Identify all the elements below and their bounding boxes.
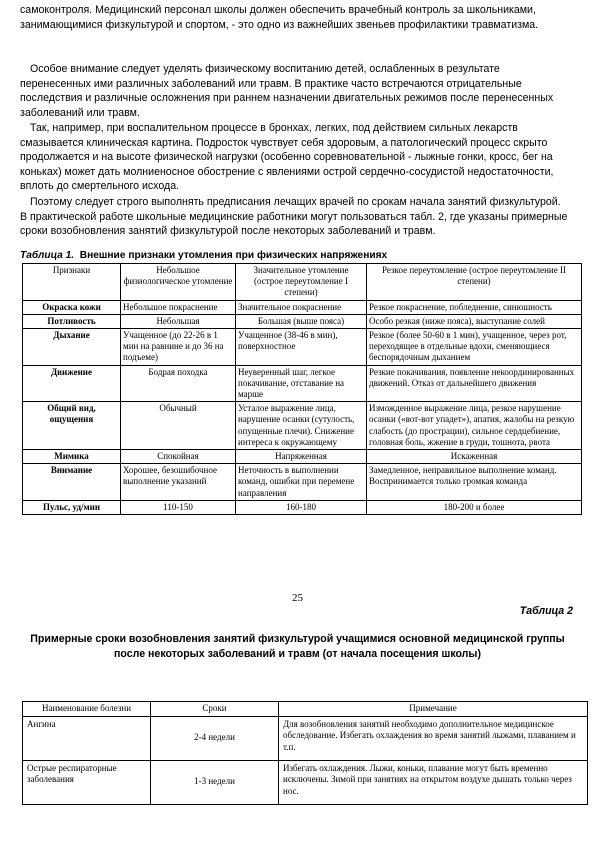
- table-cell: Небольшое покраснение: [121, 300, 236, 314]
- table-cell: Неточность в выполнении команд, ошибки при перемене направления: [236, 464, 367, 501]
- table-cell: Резкое (более 50-60 в 1 мин), учащенное, через рот, переходящее в отдельные вдохи, сменяющиеся беспорядочным дыханием: [367, 329, 582, 366]
- table-cell: Бодрая походка: [121, 365, 236, 402]
- table1-header-severe: Резкое переутомление (острое переутомление II степени): [367, 264, 582, 301]
- table2-header-terms: Сроки: [151, 702, 279, 717]
- table1-header-light: Небольшое физиологическое утомление: [121, 264, 236, 301]
- return-to-pe-table: [22, 701, 588, 805]
- table-row: [23, 402, 582, 450]
- table2-header-note: Примечание: [279, 702, 588, 717]
- table-cell: Небольшая: [121, 314, 236, 328]
- table-header-row: [23, 702, 588, 717]
- table-row: [23, 365, 582, 402]
- table-row: [23, 464, 582, 501]
- table-cell: Большая (выше пояса): [236, 314, 367, 328]
- table1-header-signs: Признаки: [23, 264, 121, 301]
- table1-header-significant: Значительное утомление (острое переутомление I степени): [236, 264, 367, 301]
- table-cell: 180-200 и более: [367, 500, 582, 514]
- table-row: [23, 760, 588, 804]
- table-cell: 1-3 недели: [151, 760, 279, 804]
- table-row: [23, 716, 588, 760]
- table-cell: Хорошее, безошибочное выполнение указаний: [121, 464, 236, 501]
- fatigue-signs-table: [22, 263, 582, 515]
- table-cell: 160-180: [236, 500, 367, 514]
- table-cell: Для возобновления занятий необходимо дополнительное медицинское обследование. Избегать охлаждения во время занятий лыжами, плаванием и т.п.: [279, 716, 588, 760]
- table-cell: Резкое покраснение, побледнение, синюшность: [367, 300, 582, 314]
- paragraph-4: [20, 195, 570, 239]
- table2-header-disease: Наименование болезни: [23, 702, 151, 717]
- row-label: Ангина: [23, 716, 151, 760]
- table1-caption: [20, 250, 387, 261]
- table-cell: Учащенное (38-46 в мин), поверхностное: [236, 329, 367, 366]
- table-row: [23, 450, 582, 464]
- table-row: [23, 329, 582, 366]
- table-cell: Спокойная: [121, 450, 236, 464]
- table1-label: Таблица 1.: [20, 250, 75, 261]
- paragraph-2-text: Особое внимание следует уделять физическому воспитанию детей, ослабленных в результате перенесенных ими различных заболеваний или травм. В практике часто встречаются отрицательные последствия и различные осложнения при раннем назначении двигательных режимов после перенесенных заболеваний или травм.: [20, 63, 554, 119]
- table-row: [23, 500, 582, 514]
- table2-title: Примерные сроки возобновления занятий физкультурой учащимися основной медицинской группы после некоторых заболеваний и травм (от начала посещения школы): [30, 633, 565, 660]
- table-cell: Обычный: [121, 402, 236, 450]
- paragraph-3-text: Так, например, при воспалительном процессе в бронхах, легких, под действием сильных лекарств смазывается клиническая картина. Подросток чувствует себя здоровым, а патологический процесс скрыто продолжается и на высоте физической нагрузки (особенно соревновательной - лыжные гонки, кросс, бег на коньках) может дать молниеносное обострение с явлениями острой сердечно-сосудистой недостаточности, вплоть до смертельного исхода.: [20, 122, 554, 193]
- paragraph-2: [20, 62, 570, 120]
- table-cell: Напряженная: [236, 450, 367, 464]
- table-header-row: [23, 264, 582, 301]
- table-cell: Учащенное (до 22-26 в 1 мин на равнине и до 36 на подъеме): [121, 329, 236, 366]
- table-cell: Усталое выражение лица, нарушение осанки (сутулость, опущенные плечи). Снижение интереса к окружающему: [236, 402, 367, 450]
- row-label: Острые респираторные заболевания: [23, 760, 151, 804]
- paragraph-1: самоконтроля. Медицинский персонал школы должен обеспечить врачебный контроль за школьниками, занимающимися физкультурой и спортом, - это одно из важнейших звеньев профилактики травматизма.: [20, 4, 539, 31]
- row-label: Окраска кожи: [23, 300, 121, 314]
- row-label: Мимика: [23, 450, 121, 464]
- table-cell: Особо резкая (ниже пояса), выступание солей: [367, 314, 582, 328]
- page-number: 25: [292, 592, 303, 604]
- table-row: [23, 300, 582, 314]
- table-cell: Избегать охлаждения. Лыжи, коньки, плавание могут быть временно исключены. Зимой при занятиях на открытом воздухе дышать только через нос.: [279, 760, 588, 804]
- table-cell: Замедленное, неправильное выполнение команд. Воспринимается только громкая команда: [367, 464, 582, 501]
- row-label: Потливость: [23, 314, 121, 328]
- table-cell: 2-4 недели: [151, 716, 279, 760]
- table1-title: Внешние признаки утомления при физических напряжениях: [79, 250, 388, 261]
- row-label: Дыхание: [23, 329, 121, 366]
- table-cell: Искаженная: [367, 450, 582, 464]
- paragraph-3: [20, 121, 570, 194]
- table-cell: Изможденное выражение лица, резкое нарушение осанки («вот-вот упадет»), апатия, жалобы на резкую слабость (до прострации), сильное сердцебиение, головная боль, жжение в груди, тошнота, рвота: [367, 402, 582, 450]
- table-cell: 110-150: [121, 500, 236, 514]
- row-label: Общий вид, ощущения: [23, 402, 121, 450]
- table2-label: Таблица 2: [519, 605, 573, 617]
- paragraph-4-text: Поэтому следует строго выполнять предписания лечащих врачей по срокам начала занятий физкультурой. В практической работе школьные медицинские работники могут пользоваться табл. 2, где указаны примерные сроки возобновления занятий физкультурой после некоторых заболеваний и травм.: [20, 196, 568, 238]
- table-cell: Резкие покачивания, появление некоординированных движений. Отказ от дальнейшего движения: [367, 365, 582, 402]
- row-label: Движение: [23, 365, 121, 402]
- table-row: [23, 314, 582, 328]
- row-label: Пульс, уд/мин: [23, 500, 121, 514]
- row-label: Внимание: [23, 464, 121, 501]
- table-cell: Значительное покраснение: [236, 300, 367, 314]
- table-cell: Неуверенный шаг, легкое покачивание, отставание на марше: [236, 365, 367, 402]
